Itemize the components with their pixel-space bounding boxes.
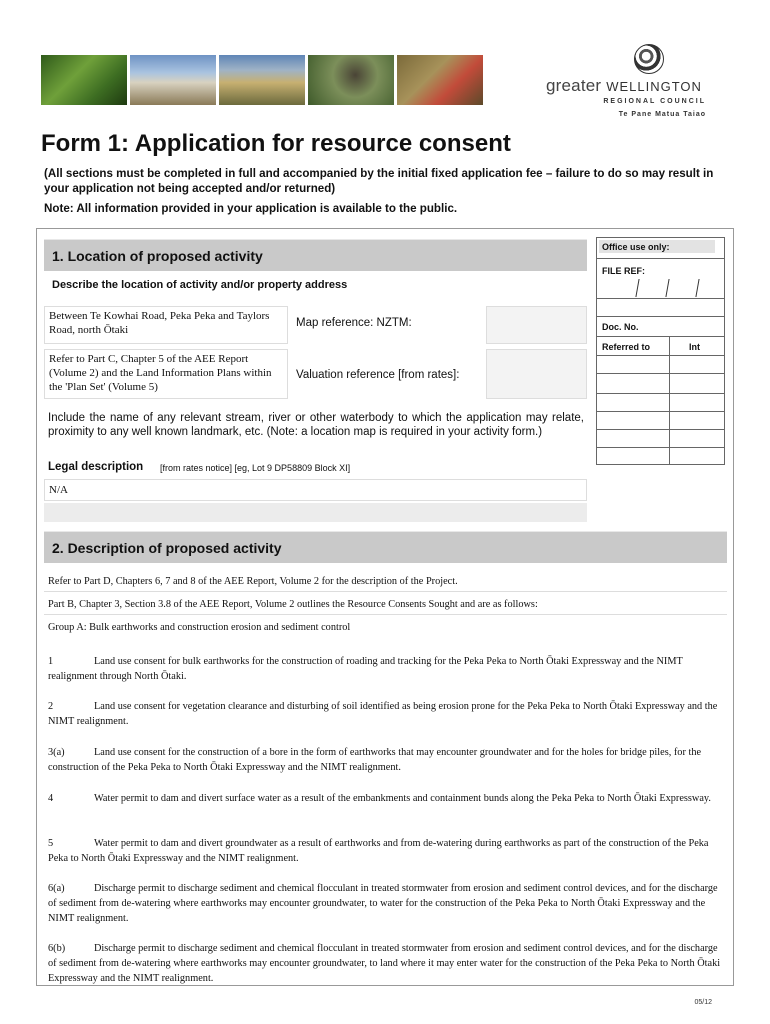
header-photo-fern bbox=[41, 55, 127, 105]
logo-maori-subtitle: Te Pane Matua Taiao bbox=[618, 111, 706, 118]
header-photo-strip bbox=[41, 55, 483, 105]
file-ref-label: FILE REF: bbox=[602, 266, 645, 276]
office-row-line bbox=[597, 258, 724, 259]
page-title: Form 1: Application for resource consent bbox=[41, 130, 511, 157]
logo-name: greater WELLINGTON bbox=[546, 76, 702, 95]
address-field[interactable]: Between Te Kowhai Road, Peka Peka and Taylors Road, north Ōtaki bbox=[44, 306, 288, 344]
referred-to-label: Referred to bbox=[602, 342, 651, 352]
consent-item-4: 4 Water permit to dam and divert surface water as a result of the embankments and containment bunds along the Peka Peka to North Ōtaki Expressway. bbox=[48, 793, 711, 804]
refer-field[interactable]: Refer to Part C, Chapter 5 of the AEE Report (Volume 2) and the Land Information Plans within the 'Plan Set' (Volume 5) bbox=[44, 349, 288, 399]
doc-no-label: Doc. No. bbox=[602, 322, 639, 332]
logo-subtitle: REGIONAL COUNCIL bbox=[603, 98, 706, 105]
office-row-line bbox=[597, 355, 724, 356]
header-photo-lake bbox=[130, 55, 216, 105]
describe-location-label: Describe the location of activity and/or property address bbox=[52, 279, 348, 291]
legal-description-extra-row bbox=[44, 503, 587, 522]
file-ref-field[interactable] bbox=[597, 279, 724, 297]
description-line-1-text: Refer to Part D, Chapters 6, 7 and 8 of the AEE Report, Volume 2 for the description of the Project. bbox=[48, 576, 458, 587]
valuation-label: Valuation reference [from rates]: bbox=[296, 369, 460, 381]
public-note: Note: All information provided in your application is available to the public. bbox=[44, 202, 458, 215]
file-ref-divider bbox=[695, 279, 699, 297]
council-logo bbox=[546, 44, 726, 124]
header-photo-fieldwork bbox=[308, 55, 394, 105]
description-line-1[interactable] bbox=[44, 570, 727, 592]
office-row-line bbox=[597, 447, 724, 448]
consent-item-6b: 6(b) Discharge permit to discharge sediment and chemical flocculant in treated stormwater from erosion and sediment control devices, and for the discharge of sediment from de-watering where earthworks may encounter groundwater, to land where it may enter water for the construction of the Peka Peka to North Ōtaki Expressway and the NIMT realignment. bbox=[48, 943, 721, 984]
consent-item-6a: 6(a) Discharge permit to discharge sediment and chemical flocculant in treated stormwater from erosion and sediment control devices, and for the discharge of sediment from de-watering where earthworks may encounter groundwater, to water for the construction of the Peka Peka to North Ōtaki Expressway and the NIMT realignment. bbox=[48, 883, 718, 924]
legal-description-field[interactable]: N/A bbox=[44, 479, 587, 501]
consent-item-5: 5 Water permit to dam and divert groundwater as a result of earthworks and from de-watering during earthworks as part of the construction of the Peka Peka to North Ōtaki Expressway and the NIMT realignment. bbox=[48, 838, 709, 864]
description-line-2[interactable] bbox=[44, 593, 727, 615]
office-row-line bbox=[597, 393, 724, 394]
office-column-line bbox=[669, 336, 670, 464]
office-use-box bbox=[596, 237, 725, 465]
description-line-2-text: Part B, Chapter 3, Section 3.8 of the AEE Report, Volume 2 outlines the Resource Consents Sought and are as follows: bbox=[48, 599, 538, 610]
waterbody-instructions: Include the name of any relevant stream, river or other waterbody to which the application may relate, proximity to any well known landmark, etc. (Note: a location map is required in your activity form.) bbox=[48, 412, 584, 438]
office-row-line bbox=[597, 429, 724, 430]
legal-description-hint: [from rates notice] [eg, Lot 9 DP58809 Block XI] bbox=[160, 463, 351, 473]
file-ref-divider bbox=[665, 279, 669, 297]
logo-swirl-icon bbox=[634, 44, 664, 74]
description-line-3: Group A: Bulk earthworks and construction erosion and sediment control bbox=[48, 622, 351, 633]
office-row-line bbox=[597, 316, 724, 317]
office-row-line bbox=[597, 298, 724, 299]
section-2-heading: 2. Description of proposed activity bbox=[44, 531, 727, 563]
header-photo-wetland bbox=[219, 55, 305, 105]
legal-description-label: Legal description bbox=[48, 461, 144, 473]
office-row-line bbox=[597, 411, 724, 412]
map-ref-label: Map reference: NZTM: bbox=[296, 317, 412, 329]
office-row-line bbox=[597, 373, 724, 374]
int-label: Int bbox=[689, 342, 700, 352]
consent-item-3a: 3(a) Land use consent for the construction of a bore in the form of earthworks that may encounter groundwater and for the holes for bridge piles, for the construction of the Peka Peka to North Ōtaki Expressway and the NIMT realignment. bbox=[48, 747, 702, 773]
office-use-title: Office use only: bbox=[602, 242, 670, 252]
consent-item-2: 2 Land use consent for vegetation clearance and disturbing of soil identified as being erosion prone for the Peka Peka to North Ōtaki Expressway and the NIMT realignment. bbox=[48, 701, 718, 727]
consent-item-1: 1 Land use consent for bulk earthworks for the construction of roading and tracking for the Peka Peka to North Ōtaki Expressway and the NIMT realignment through North Ōtaki. bbox=[48, 656, 683, 682]
file-ref-divider bbox=[635, 279, 639, 297]
header-photo-people bbox=[397, 55, 483, 105]
intro-text: (All sections must be completed in full and accompanied by the initial fixed application fee – failure to do so may result in your application not being accepted and/or returned) bbox=[44, 167, 714, 195]
valuation-field[interactable] bbox=[486, 349, 587, 399]
form-version: 05/12 bbox=[694, 999, 712, 1006]
map-ref-field[interactable] bbox=[486, 306, 587, 344]
section-1-heading: 1. Location of proposed activity bbox=[44, 239, 587, 271]
office-row-line bbox=[597, 336, 724, 337]
